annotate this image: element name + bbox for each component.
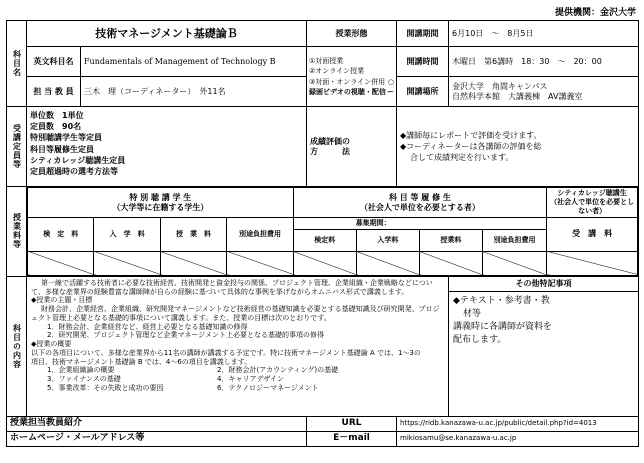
time-value: 木曜日 第6講時 18：30 ～ 20：00: [449, 47, 639, 77]
other-notes-label: その他特記事項: [449, 277, 638, 292]
email-link[interactable]: mikiosamu@se.kanazawa-u.ac.jp: [397, 431, 639, 446]
recruit-period: 募集期間：: [293, 218, 546, 230]
fee-cell-blank: [356, 251, 419, 275]
course-student-header: 科 目 等 履 修 生 （社会人で単位を必要とする者）: [293, 188, 546, 218]
content-line: 財務会計、企業経営、企業組織、研究開発マネージメントなど技術経営の基礎知識を必要とする基礎知識及び研究開発、プロジ: [41, 305, 440, 313]
content-line: て、多様な産業界の経験豊富な講師陣が自らの経験に基づいて具体的な事例を挙げながらオムニバス形式で講義します。: [31, 287, 409, 296]
format-option-2: ②オンライン授業: [309, 67, 365, 76]
period-label: 開講期間: [397, 21, 449, 47]
place-label: 開講場所: [397, 77, 449, 107]
content-heading: ◆授業の概要: [31, 340, 72, 348]
fee-cell-blank: [28, 251, 94, 275]
fee-cell-blank: [227, 251, 293, 275]
section-subject-name: 科目名: [7, 21, 27, 107]
special-fee-admission: 入 学 料: [94, 218, 160, 252]
section-content: 科目の内容: [7, 276, 27, 416]
section-audience: 受講定員等: [7, 107, 27, 187]
section-fees: 授業料等: [7, 187, 27, 277]
fee-cell-blank: [419, 251, 482, 275]
email-label: E－mail: [307, 431, 397, 446]
time-label: 開講時間: [397, 47, 449, 77]
special-student-header: 特 別 聴 講 学 生 （大学等に在籍する学生）: [28, 188, 294, 218]
city-college-header: シティカレッジ聴講生 （社会人で単位を必要としない者）: [547, 188, 638, 218]
period-value: 6月10日 ～ 8月5日: [449, 21, 639, 47]
homepage-email-label: ホームページ・メールアドレス等: [7, 431, 307, 446]
format-options: [307, 47, 397, 107]
format-option-3: ③対面・オンライン併用 ○: [309, 77, 395, 86]
city-fee: 受 講 料: [547, 218, 638, 252]
content-body: [27, 276, 449, 416]
english-name-label: 英文科目名: [27, 47, 81, 77]
place-value: 金沢大学 角間キャンパス 自然科学本館 大講義棟 AV講義室: [449, 77, 639, 107]
content-item-row: 3．ファイナンスの基礎 4．キャリアデザイン: [47, 375, 284, 383]
special-fee-extra: 別途負担費用: [227, 218, 293, 252]
special-fee-exam: 検 定 料: [28, 218, 94, 252]
instructor-label: 担 当 教 員: [27, 77, 81, 107]
fee-cell-blank: [160, 251, 226, 275]
content-line: 以下の各項目について、多様な産業界から11名の講師が講義する予定です。特に技術マネージメント基礎論 A では、1～3の: [31, 348, 421, 357]
course-fee-exam: 検定料: [293, 229, 356, 251]
evaluation-value: ◆講師毎にレポートで評価を受けます。 ◆コーディネーターは各講師の評価を総 合して成績判定を行います。: [397, 107, 639, 187]
special-fee-tuition: 授 業 料: [160, 218, 226, 252]
content-line: 第一線で活躍する技術者に必要な技術経営、技術開発と資金投与の関係、プロジェクト管理、企業組織・企業戦略などについ: [41, 278, 433, 287]
fee-cell-blank: [94, 251, 160, 275]
capacity-block: 単位数 1単位 定員数 90名 特別聴講学生等定員 科目等履修生定員 シティカレッジ聴講生定員 定員超過時の選考方法等: [27, 107, 307, 187]
instructor-value: 三木 理（コーディネーター） 外11名: [81, 77, 307, 107]
fee-cell-blank: [547, 251, 638, 275]
format-option-1: ①対面授業: [309, 57, 344, 66]
fee-cell-blank: [482, 251, 546, 275]
english-name: Fundamentals of Management of Technology B: [81, 47, 307, 77]
fees-block: [27, 187, 639, 277]
content-line: ェクト管理上必要となる基礎的事項について講義します。また、授業の目標は次のとおりです。: [31, 313, 331, 322]
format-label: 授業形態: [307, 21, 397, 47]
instructor-intro-label: 授業担当教員紹介: [7, 416, 307, 431]
course-fee-admission: 入学料: [356, 229, 419, 251]
fee-cell-blank: [293, 251, 356, 275]
course-fee-extra: 別途負担費用: [482, 229, 546, 251]
syllabus-table: [6, 20, 639, 447]
content-heading: ◆授業の主題・目標: [31, 296, 93, 305]
fees-table: [27, 187, 638, 276]
evaluation-label: 成績評価の 方 法: [307, 107, 397, 187]
provider-label: 提供機関：金沢大学: [554, 8, 636, 18]
course-fee-tuition: 授業料: [419, 229, 482, 251]
url-link[interactable]: https://ridb.kanazawa-u.ac.jp/public/detail.php?id=4013: [397, 416, 639, 431]
course-title: 技術マネージメント基礎論Ｂ: [27, 21, 307, 47]
url-label: URL: [307, 416, 397, 431]
format-option-4: 録画ビデオの視聴・配信 ー: [309, 87, 395, 96]
content-line: 1．財務会計、企業経営など、経営上必要となる基礎知識の修得: [47, 322, 248, 331]
content-line: 項目、技術マネージメント基礎論 B では、4～6の項目を講義します。: [31, 357, 252, 366]
other-notes: その他特記事項 ◆テキスト・参考書・教 材等 講義時に各講師が資料を 配布します。: [449, 276, 639, 416]
content-item-row: 5．事業改革：その失敗と成功の要因 6．テクノロジーマネージメント: [47, 383, 319, 392]
content-item-row: 1．企業組織論の概要 2．財務会計(アカウンティング)の基礎: [47, 366, 339, 375]
content-line: 2．研究開発、プロジェクト管理など企業マネージメント上必要となる基礎的事項の修得: [47, 331, 324, 340]
